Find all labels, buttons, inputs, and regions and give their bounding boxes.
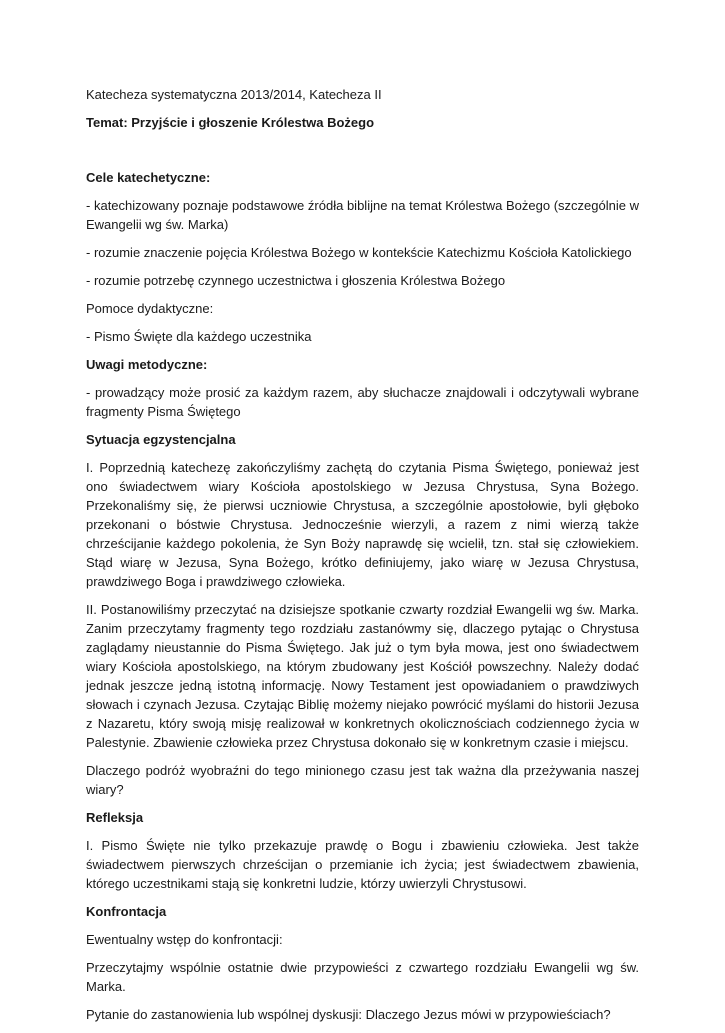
goal-item: - rozumie potrzebę czynnego uczestnictwa i głoszenia Królestwa Bożego [86,273,506,288]
confrontation-heading: Konfrontacja [86,904,167,919]
reflection-paragraph-1: I. Pismo Święte nie tylko przekazuje prawdę o Bogu i zbawieniu człowieka. Jest także świadectwem pierwszych chrześcijan o przemianie ich życia; jest świadectwem zbawienia, którego uczestnikami stają się konkretni ludzie, którzy uwierzyli Chrystusowi. [86,838,639,891]
method-item: - prowadzący może prosić za każdym razem, aby słuchacze znajdowali i odczytywali wybrane fragmenty Pisma Świętego [86,385,639,419]
document-body [86,85,639,1033]
topic-title: Temat: Przyjście i głoszenie Królestwa Bożego [86,115,375,130]
reflection-heading: Refleksja [86,810,144,825]
situation-heading: Sytuacja egzystencjalna [86,432,236,447]
goal-item: - rozumie znaczenie pojęcia Królestwa Bożego w kontekście Katechizmu Kościoła Katolickiego [86,245,632,260]
confrontation-paragraph-2: Pytanie do zastanowienia lub wspólnej dyskusji: Dlaczego Jezus mówi w przypowieściach? [86,1007,611,1022]
confrontation-intro: Ewentualny wstęp do konfrontacji: [86,932,283,947]
method-heading: Uwagi metodyczne: [86,357,208,372]
aids-heading: Pomoce dydaktyczne: [86,301,214,316]
situation-paragraph-2: II. Postanowiliśmy przeczytać na dzisiejsze spotkanie czwarty rozdział Ewangelii wg św. Marka. Zanim przeczytamy fragmenty tego rozdziału zastanówmy się, dlaczego pytając o Chrystusa zaglądamy nieustannie do Pisma Świętego. Jak już o tym była mowa, jest ono świadectwem wiary Kościoła apostolskiego, na którym zbudowany jest Kościół powszechny. Należy dodać jednak jeszcze jedną istotną informację. Nowy Testament jest opowiadaniem o prawdziwych słowach i czynach Jezusa. Czytając Biblię możemy niejako powrócić myślami do historii Jezusa z Nazaretu, który swoją misję realizował w konkretnych okolicznościach codziennego życia w Palestynie. Zbawienie człowieka przez Chrystusa dokonało się w konkretnym czasie i miejscu. [86,602,639,750]
situation-question: Dlaczego podróż wyobraźni do tego minionego czasu jest tak ważna dla przeżywania naszej wiary? [86,763,639,797]
aids-item: - Pismo Święte dla każdego uczestnika [86,329,312,344]
document-header-line: Katecheza systematyczna 2013/2014, Katecheza II [86,87,382,102]
confrontation-paragraph-1: Przeczytajmy wspólnie ostatnie dwie przypowieści z czwartego rozdziału Ewangelii wg św. Marka. [86,960,639,994]
goal-item: - katechizowany poznaje podstawowe źródła biblijne na temat Królestwa Bożego (szczególnie w Ewangelii wg św. Marka) [86,198,639,232]
goals-heading: Cele katechetyczne: [86,170,211,185]
situation-paragraph-1: I. Poprzednią katechezę zakończyliśmy zachętą do czytania Pisma Świętego, ponieważ jest ono świadectwem wiary Kościoła apostolskiego w Jezusa Chrystusa, Syna Bożego. Przekonaliśmy się, że pierwsi uczniowie Chrystusa, a szczególnie apostołowie, byli głęboko przekonani o bóstwie Chrystusa. Jednocześnie wierzyli, a razem z nimi wierzą także chrześcijanie każdego pokolenia, że Syn Boży naprawdę się wcielił, tzn. stał się człowiekiem. Stąd wiarę w Jezusa, Syna Bożego, krótko definiujemy, jako wiarę w Jezusa Chrystusa, prawdziwego Boga i prawdziwego człowieka. [86,460,639,589]
